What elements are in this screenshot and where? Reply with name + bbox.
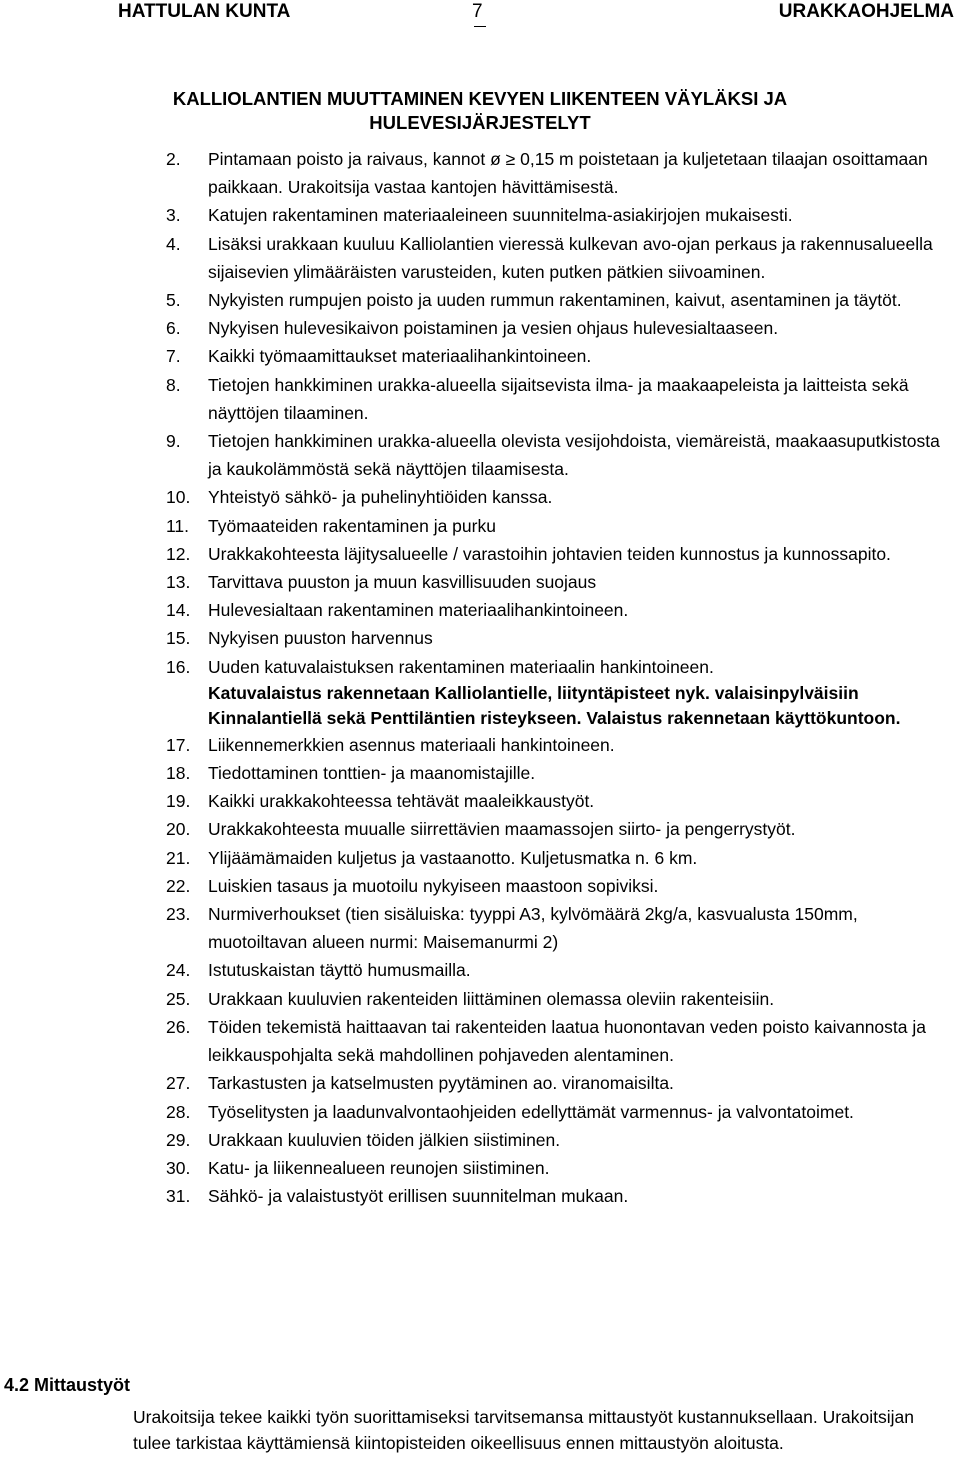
list-item-text: Urakkakohteesta muualle siirrettävien maamassojen siirto- ja pengerrystyöt. bbox=[208, 819, 796, 840]
list-item-text: Tarvittava puuston ja muun kasvillisuuden suojaus bbox=[208, 572, 597, 593]
list-item-text: Nykyisten rumpujen poisto ja uuden rummun rakentaminen, kaivut, asentaminen ja täytöt. bbox=[208, 290, 902, 311]
list-item bbox=[166, 1154, 956, 1182]
list-item-text: Työselitysten ja laadunvalvontaohjeiden edellyttämät varmennus- ja valvontatoimet. bbox=[208, 1101, 854, 1122]
list-item bbox=[166, 731, 956, 759]
document-title-line2: HULEVESIJÄRJESTELYT bbox=[369, 112, 591, 133]
list-item-number: 10. bbox=[166, 487, 191, 508]
list-item bbox=[166, 624, 956, 652]
list-item-text: Ylijäämämaiden kuljetus ja vastaanotto. Kuljetusmatka n. 6 km. bbox=[208, 847, 698, 868]
list-item-text: Istutuskaistan täyttö humusmailla. bbox=[208, 960, 471, 981]
list-item-number: 11. bbox=[166, 515, 190, 536]
list-item-text: Töiden tekemistä haittaavan tai rakenteiden laatua huonontavan veden poisto kaivannosta ja leikkauspohjalta sekä mahdollinen pohjaveden alentaminen. bbox=[208, 1016, 926, 1066]
page-header bbox=[0, 0, 960, 30]
document-title-line1: KALLIOLANTIEN MUUTTAMINEN KEVYEN LIIKENTEEN VÄYLÄKSI JA bbox=[172, 88, 788, 109]
list-item-number: 23. bbox=[166, 904, 191, 925]
list-item-text: Yhteistyö sähkö- ja puhelinyhtiöiden kanssa. bbox=[208, 487, 553, 508]
list-item-text: Katujen rakentaminen materiaaleineen suunnitelma-asiakirjojen mukaisesti. bbox=[208, 205, 793, 226]
list-item bbox=[166, 1126, 956, 1154]
list-item-number: 31. bbox=[166, 1186, 191, 1207]
list-item-text: Tarkastusten ja katselmusten pyytäminen ao. viranomaisilta. bbox=[208, 1073, 674, 1094]
list-item-number: 5. bbox=[166, 290, 181, 311]
list-item-number: 14. bbox=[166, 600, 191, 621]
list-item-number: 4. bbox=[166, 233, 181, 254]
list-item-text: Luiskien tasaus ja muotoilu nykyiseen maastoon sopiviksi. bbox=[208, 875, 659, 896]
list-item bbox=[166, 230, 956, 286]
list-item-number: 6. bbox=[166, 318, 181, 339]
list-item-text: Sähkö- ja valaistustyöt erillisen suunnitelman mukaan. bbox=[208, 1186, 629, 1207]
list-item bbox=[166, 371, 956, 427]
list-item-text: Tiedottaminen tonttien- ja maanomistajille. bbox=[208, 763, 536, 784]
list-item-text: Kaikki urakkakohteessa tehtävät maaleikkaustyöt. bbox=[208, 791, 595, 812]
list-item bbox=[166, 145, 956, 201]
list-item bbox=[166, 815, 956, 843]
task-list bbox=[166, 145, 956, 1210]
list-item-text: Liikennemerkkien asennus materiaali hankintoineen. bbox=[208, 734, 615, 755]
header-document-type: URAKKAOHJELMA bbox=[778, 1, 954, 22]
list-item-number: 2. bbox=[166, 149, 181, 169]
list-item-number: 28. bbox=[166, 1101, 191, 1122]
list-item bbox=[166, 314, 956, 342]
list-item-number: 20. bbox=[166, 819, 191, 840]
list-item bbox=[166, 872, 956, 900]
list-item-text: Urakkaan kuuluvien töiden jälkien siistiminen. bbox=[208, 1129, 561, 1150]
list-item-number: 8. bbox=[166, 374, 181, 395]
list-item-number: 30. bbox=[166, 1157, 191, 1178]
list-item-number: 15. bbox=[166, 628, 191, 649]
list-item-text: Urakkaan kuuluvien rakenteiden liittäminen olemassa oleviin rakenteisiin. bbox=[208, 988, 775, 1009]
list-item-number: 25. bbox=[166, 988, 191, 1009]
list-item-number: 27. bbox=[166, 1073, 191, 1094]
list-item-text: Katu- ja liikennealueen reunojen siistiminen. bbox=[208, 1157, 550, 1178]
list-item-text: Nykyisen puuston harvennus bbox=[208, 628, 433, 649]
list-item bbox=[166, 956, 956, 984]
list-item-number: 7. bbox=[166, 346, 181, 367]
list-item-number: 29. bbox=[166, 1129, 191, 1150]
list-item bbox=[166, 201, 956, 229]
list-item bbox=[166, 512, 956, 540]
header-organization: HATTULAN KUNTA bbox=[118, 1, 291, 22]
list-item-text: Lisäksi urakkaan kuuluu Kalliolantien vieressä kulkevan avo-ojan perkaus ja rakennusalueella sijaisevien ylimääräisten varusteiden, kuten putken pätkien siivoaminen. bbox=[208, 233, 933, 282]
list-item bbox=[166, 568, 956, 596]
list-item bbox=[166, 427, 956, 483]
list-item-text: Pintamaan poisto ja raivaus, kannot ø ≥ 0,15 m poistetaan ja kuljetetaan tilaajan osoittamaan paikkaan. Urakoitsija vastaa kantojen hävittämisestä. bbox=[208, 149, 928, 198]
section-heading: 4.2 Mittaustyöt bbox=[4, 1375, 131, 1395]
list-item bbox=[166, 787, 956, 815]
list-item-number: 16. bbox=[166, 656, 191, 677]
list-item-number: 21. bbox=[166, 847, 191, 868]
list-item-number: 18. bbox=[166, 763, 191, 784]
list-item bbox=[166, 540, 956, 568]
list-item bbox=[166, 286, 956, 314]
list-item bbox=[166, 900, 956, 956]
list-item-number: 17. bbox=[166, 734, 191, 755]
list-item-number: 3. bbox=[166, 205, 181, 226]
list-item bbox=[166, 1182, 956, 1210]
list-item bbox=[166, 844, 956, 872]
list-item-text: Uuden katuvalaistuksen rakentaminen materiaalin hankintoineen. bbox=[208, 656, 714, 677]
list-item-number: 26. bbox=[166, 1016, 191, 1037]
list-item-number: 9. bbox=[166, 431, 181, 452]
list-item-text: Hulevesialtaan rakentaminen materiaalihankintoineen. bbox=[208, 600, 629, 621]
list-item-number: 22. bbox=[166, 875, 191, 896]
list-item-number: 13. bbox=[166, 572, 191, 593]
list-item-text: Urakkakohteesta läjitysalueelle / varastoihin johtavien teiden kunnostus ja kunnossapito. bbox=[208, 543, 891, 564]
list-item bbox=[166, 1069, 956, 1097]
list-item-text: Kaikki työmaamittaukset materiaalihankintoineen. bbox=[208, 346, 592, 367]
list-item bbox=[166, 985, 956, 1013]
list-item-number: 19. bbox=[166, 791, 191, 812]
list-item-text: Tietojen hankkiminen urakka-alueella sijaitsevista ilma- ja maakaapeleista ja laitteista sekä näyttöjen tilaaminen. bbox=[208, 374, 909, 423]
list-item bbox=[166, 653, 956, 731]
list-item-text: Työmaateiden rakentaminen ja purku bbox=[208, 515, 496, 536]
section-paragraph: Urakoitsija tekee kaikki työn suorittamiseksi tarvitsemansa mittaustyöt kustannuksellaan. Urakoitsijan tulee tarkistaa käyttämiensä kiintopisteiden oikeellisuus ennen mittaustyön aloitusta. bbox=[133, 1407, 915, 1453]
list-item bbox=[166, 342, 956, 370]
document-title bbox=[0, 87, 960, 135]
list-item-bold-note: Katuvalaistus rakennetaan Kalliolantielle, liityntäpisteet nyk. valaisinpylväisiin Kinnalantiellä sekä Penttiläntien risteykseen. Valaistus rakennetaan käyttökuntoon. bbox=[208, 682, 901, 728]
list-item-text: Nykyisen hulevesikaivon poistaminen ja vesien ohjaus hulevesialtaaseen. bbox=[208, 318, 779, 339]
list-item-text: Nurmiverhoukset (tien sisäluiska: tyyppi A3, kylvömäärä 2kg/a, kasvualusta 150mm, muotoiltavan alueen nurmi: Maisemanurmi 2) bbox=[208, 904, 858, 953]
list-item bbox=[166, 596, 956, 624]
list-item-number: 12. bbox=[166, 543, 191, 564]
list-item-text: Tietojen hankkiminen urakka-alueella olevista vesijohdoista, viemäreistä, maakaasuputkistosta ja kaukolämmöstä sekä näyttöjen tilaamisesta. bbox=[208, 431, 940, 480]
list-item bbox=[166, 483, 956, 511]
list-item bbox=[166, 1098, 956, 1126]
list-item bbox=[166, 759, 956, 787]
header-page-number: 7 bbox=[472, 1, 486, 27]
list-item bbox=[166, 1013, 956, 1069]
list-item-number: 24. bbox=[166, 960, 191, 981]
